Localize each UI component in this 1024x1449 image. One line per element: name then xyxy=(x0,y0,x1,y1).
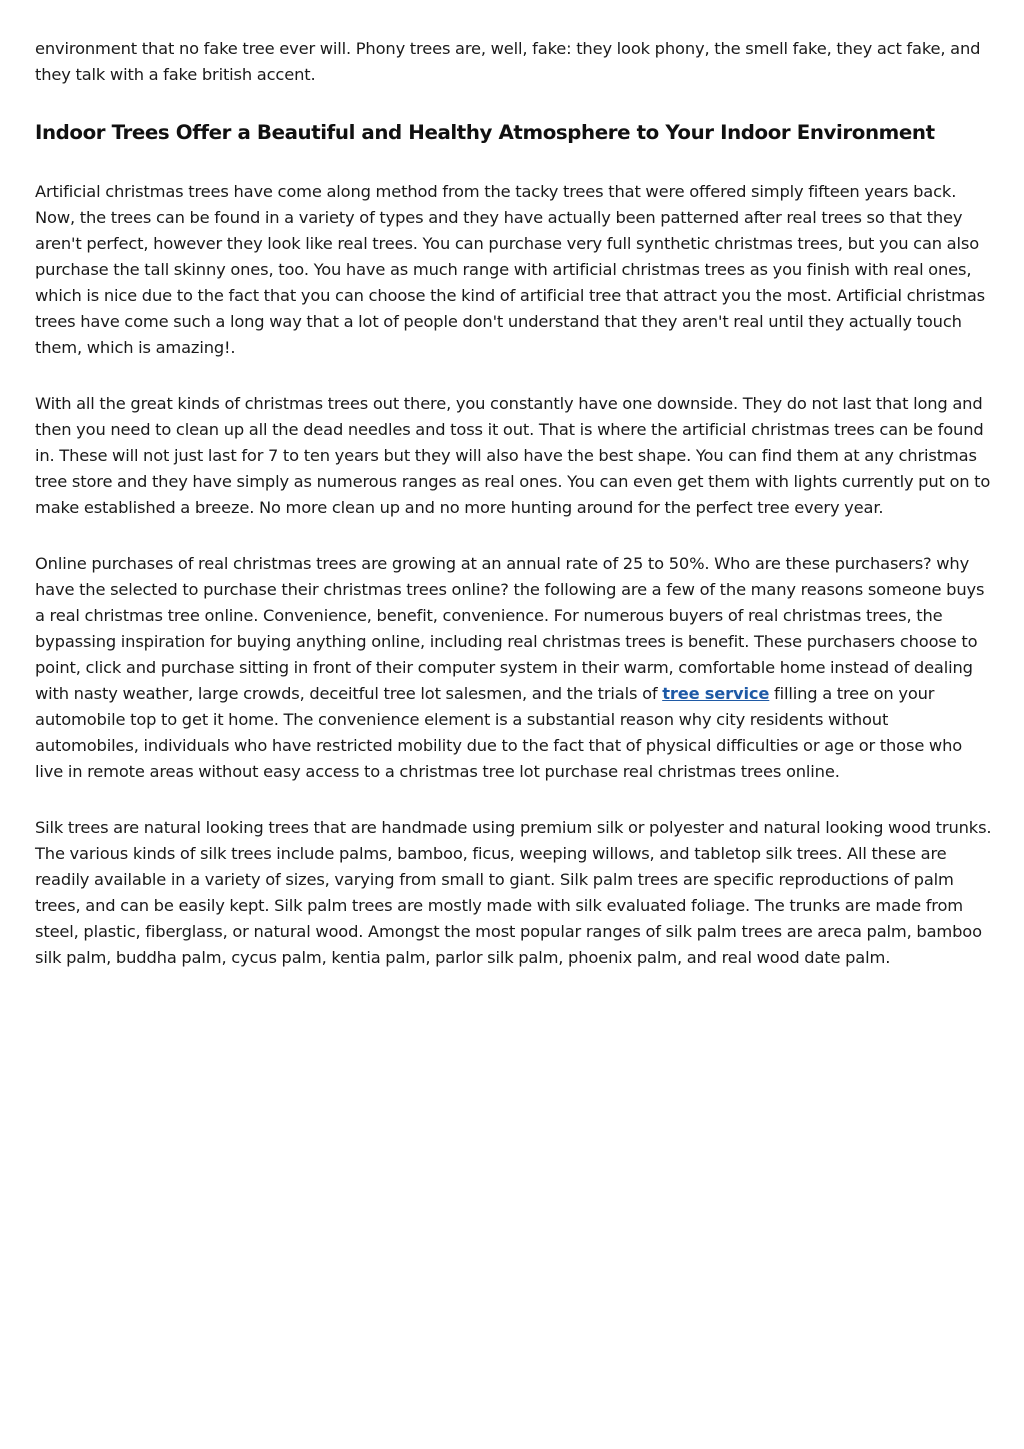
paragraph-online-purchases xyxy=(35,551,993,785)
intro-paragraph: environment that no fake tree ever will. Phony trees are, well, fake: they look phony, the smell fake, they act fake, and they talk with a fake british accent. xyxy=(35,39,981,84)
paragraph-artificial-trees: Artificial christmas trees have come along method from the tacky trees that were offered simply fifteen years back. Now, the trees can be found in a variety of types and they have actually been patterned after real trees so that they aren't perfect, however they look like real trees. You can purchase very full synthetic christmas trees, but you can also purchase the tall skinny ones, too. You have as much range with artificial christmas trees as you finish with real ones, which is nice due to the fact that you can choose the kind of artificial tree that attract you the most. Artificial christmas trees have come such a long way that a lot of people don't understand that they aren't real until they actually touch them, which is amazing!. xyxy=(35,182,985,357)
paragraph-text-before-link: Online purchases of real christmas trees are growing at an annual rate of 25 to 50%. Who are these purchasers? why have the selected to purchase their christmas trees online? the following are a few of the many reasons someone buys a real christmas tree online. Convenience, benefit, convenience. For numerous buyers of real christmas trees, the bypassing inspiration for buying anything online, including real christmas trees is benefit. These purchasers choose to point, click and purchase sitting in front of their computer system in their warm, comfortable home instead of dealing with nasty weather, large crowds, deceitful tree lot salesmen, and the trials of xyxy=(35,554,985,703)
document-page xyxy=(35,36,993,1001)
paragraph-text-after-link: filling a tree on your automobile top to get it home. The convenience element is a substantial reason why city residents without automobiles, individuals who have restricted mobility due to the fact that of physical difficulties or age or those who live in remote areas without easy access to a christmas tree lot purchase real christmas trees online. xyxy=(35,684,963,781)
section-heading: Indoor Trees Offer a Beautiful and Healthy Atmosphere to Your Indoor Environment xyxy=(35,121,935,144)
paragraph-silk-trees: Silk trees are natural looking trees that are handmade using premium silk or polyester and natural looking wood trunks. The various kinds of silk trees include palms, bamboo, ficus, weeping willows, and tabletop silk trees. All these are readily available in a variety of sizes, varying from small to giant. Silk palm trees are specific reproductions of palm trees, and can be easily kept. Silk palm trees are mostly made with silk evaluated foliage. The trunks are made from steel, plastic, fiberglass, or natural wood. Amongst the most popular ranges of silk palm trees are areca palm, bamboo silk palm, buddha palm, cycus palm, kentia palm, parlor silk palm, phoenix palm, and real wood date palm. xyxy=(35,818,992,967)
paragraph-downside: With all the great kinds of christmas trees out there, you constantly have one downside. They do not last that long and then you need to clean up all the dead needles and toss it out. That is where the artificial christmas trees can be found in. These will not just last for 7 to ten years but they will also have the best shape. You can find them at any christmas tree store and they have simply as numerous ranges as real ones. You can even get them with lights currently put on to make established a breeze. No more clean up and no more hunting around for the perfect tree every year. xyxy=(35,394,991,517)
tree-service-link[interactable]: tree service xyxy=(662,684,770,703)
